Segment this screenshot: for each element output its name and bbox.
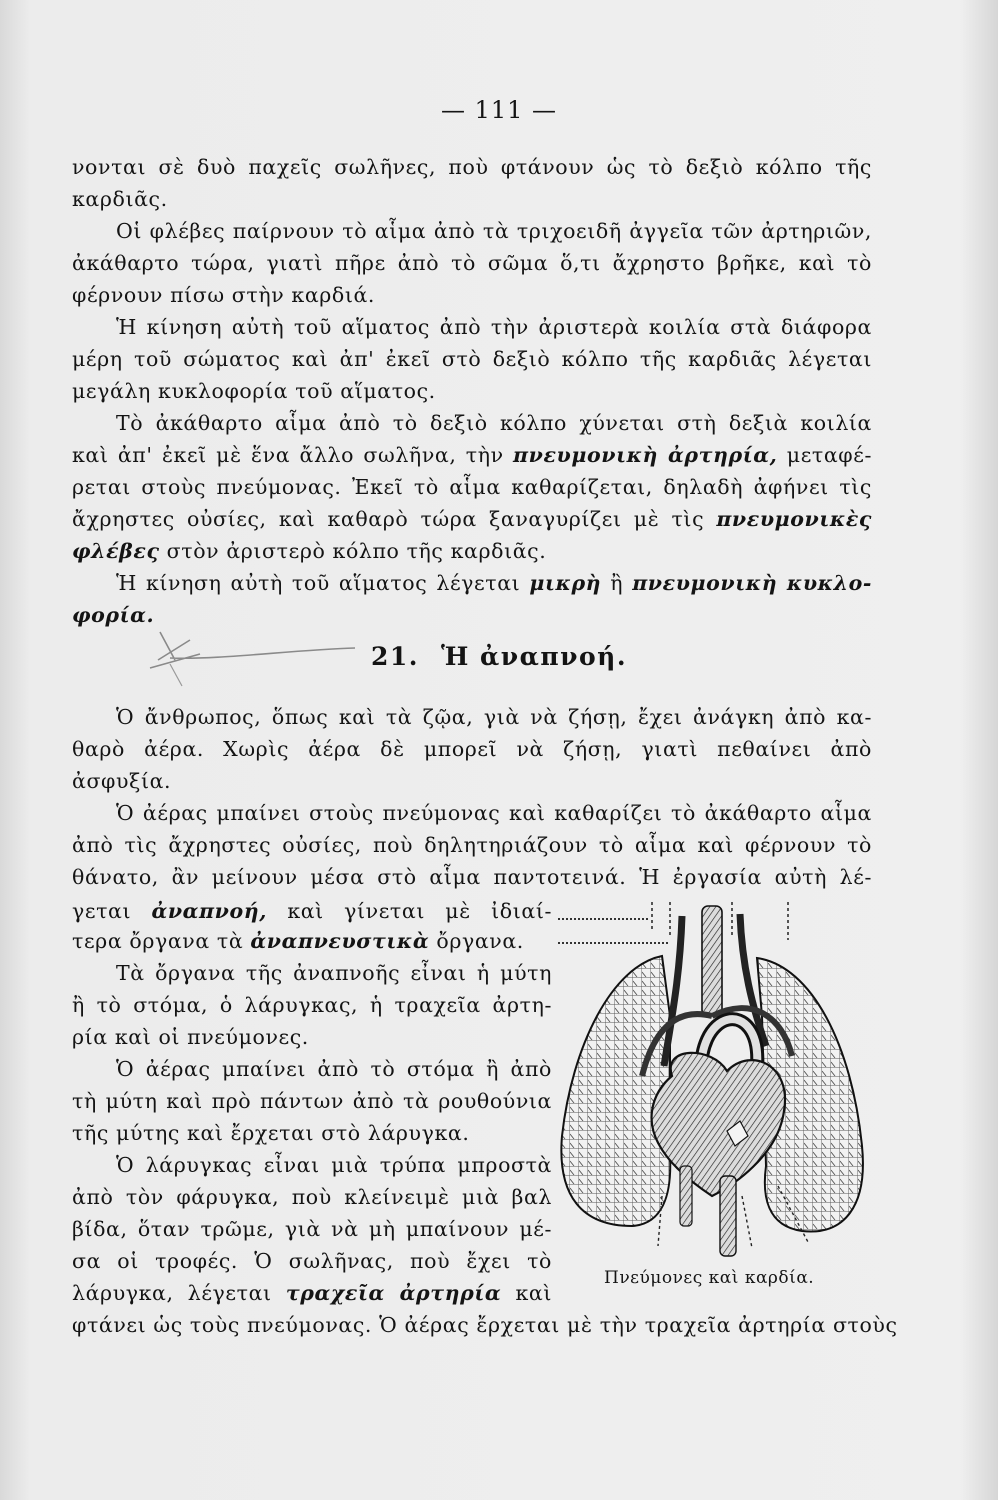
- text-line: Ὁ ἀέρας μπαίνει στοὺς πνεύμονας καὶ καθαρίζει τὸ ἀκάθαρτο αἷμα: [116, 801, 872, 825]
- text-span: ἄχρηστες οὐσίες, καὶ καθαρὸ τώρα ξαναγυρίζει μὲ τὶς: [72, 507, 705, 531]
- text-line: Ὁ ἀέρας μπαίνει ἀπὸ τὸ στόμα ἢ ἀπὸ: [116, 1057, 552, 1081]
- term-circulation: φορία.: [72, 603, 155, 627]
- lungs-heart-illustration: [552, 896, 874, 1266]
- text-line: ἀπὸ τὸν φάρυγκα, ποὺ κλείνειμὲ μιὰ βαλ: [72, 1185, 552, 1209]
- section-heading: [0, 642, 998, 671]
- text-line: [72, 568, 872, 599]
- term-veins: φλέβες: [72, 539, 160, 563]
- text-line: σα οἱ τροφές. Ὁ σωλῆνας, ποὺ ἔχει τὸ: [72, 1249, 552, 1273]
- text-line: μεγάλη κυκλοφορία τοῦ αἵματος.: [72, 379, 436, 403]
- text-line: [72, 504, 872, 535]
- text-line: ἢ τὸ στόμα, ὁ λάρυγκας, ἡ τραχεῖα ἀρτη-: [72, 993, 552, 1017]
- term-pulmonary-veins: πνευμονικὲς: [716, 507, 872, 531]
- text-span: καὶ γίνεται μὲ ἰδιαί-: [287, 899, 552, 923]
- text-line: Ὁ ἄνθρωπος, ὅπως καὶ τὰ ζῷα, γιὰ νὰ ζήσῃ, ἔχει ἀνάγκη ἀπὸ κα-: [116, 705, 872, 729]
- text-span: στὸν ἀριστερὸ κόλπο τῆς καρδιᾶς.: [166, 539, 547, 563]
- text-span: ἢ: [610, 571, 624, 595]
- text-span: καὶ ἀπ' ἐκεῖ μὲ ἕνα ἄλλο σωλῆνα, τὴν: [72, 443, 504, 467]
- text-span: λάρυγκα, λέγεται: [72, 1281, 272, 1305]
- text-span: μεταφέ-: [786, 443, 872, 467]
- text-line: τὴ μύτη καὶ πρὸ πάντων ἀπὸ τὰ ρουθούνια: [72, 1089, 552, 1113]
- text-line: [72, 926, 552, 957]
- text-line: ἀπὸ τὶς ἄχρηστες οὐσίες, ποὺ δηλητηριάζουν τὸ αἷμα καὶ φέρνουν τὸ: [72, 833, 872, 857]
- text-line: βίδα, ὅταν τρῶμε, γιὰ νὰ μὴ μπαίνουν μέ-: [72, 1217, 552, 1241]
- text-line: καρδιᾶς.: [72, 187, 168, 211]
- text-line: φέρνουν πίσω στὴν καρδιά.: [72, 283, 376, 307]
- text-line: [72, 440, 872, 471]
- text-line: ρεται στοὺς πνεύμονας. Ἐκεῖ τὸ αἷμα καθαρίζεται, δηλαδὴ ἀφήνει τὶς: [72, 475, 872, 499]
- text-span: Ἡ κίνηση αὐτὴ τοῦ αἵματος λέγεται: [116, 571, 521, 595]
- term-small: μικρὴ: [529, 571, 602, 595]
- text-line: Τὰ ὄργανα τῆς ἀναπνοῆς εἶναι ἡ μύτη: [116, 961, 552, 985]
- text-line: [72, 896, 552, 927]
- text-line: φτάνει ὡς τοὺς πνεύμονας. Ὁ ἀέρας ἔρχεται μὲ τὴν τραχεῖα ἀρτηρία στοὺς: [72, 1313, 898, 1337]
- text-line: Οἱ φλέβες παίρνουν τὸ αἷμα ἀπὸ τὰ τριχοειδῆ ἀγγεῖα τῶν ἀρτηριῶν,: [116, 219, 872, 243]
- term-respiratory: ἀναπνευστικὰ: [250, 929, 430, 953]
- text-line: τῆς μύτης καὶ ἔρχεται στὸ λάρυγκα.: [72, 1121, 470, 1145]
- section-title: Ἡ ἀναπνοή.: [440, 642, 628, 671]
- text-line: Ἡ κίνηση αὐτὴ τοῦ αἵματος ἀπὸ τὴν ἀριστερὰ κοιλία στὰ διάφορα: [116, 315, 872, 339]
- text-line: [72, 536, 872, 567]
- figure-caption: Πνεύμονες καὶ καρδία.: [604, 1268, 815, 1288]
- text-span: τερα ὄργανα τὰ: [72, 929, 244, 953]
- term-trachea: τραχεῖα ἀρτηρία: [285, 1281, 502, 1305]
- term-breathing: ἀναπνοή,: [151, 899, 267, 923]
- text-line: θάνατο, ἂν μείνουν μέσα στὸ αἷμα παντοτεινά. Ἡ ἐργασία αὐτὴ λέ-: [72, 865, 872, 889]
- text-line: [72, 1278, 552, 1309]
- text-line: ἀσφυξία.: [72, 769, 172, 793]
- text-line: μέρη τοῦ σώματος καὶ ἀπ' ἐκεῖ στὸ δεξιὸ κόλπο τῆς καρδιᾶς λέγεται: [72, 347, 872, 371]
- text-line: ἀκάθαρτο τώρα, γιατὶ πῆρε ἀπὸ τὸ σῶμα ὅ,τι ἄχρηστο βρῆκε, καὶ τὸ: [72, 251, 872, 275]
- term-pulmonary-artery: πνευμονικὴ ἀρτηρία,: [513, 443, 778, 467]
- text-line: Τὸ ἀκάθαρτο αἷμα ἀπὸ τὸ δεξιὸ κόλπο χύνεται στὴ δεξιὰ κοιλία: [116, 411, 872, 435]
- section-number: 21.: [370, 642, 419, 671]
- text-line: Ὁ λάρυγκας εἶναι μιὰ τρύπα μπροστὰ: [116, 1153, 552, 1177]
- text-line: νονται σὲ δυὸ παχεῖς σωλῆνες, ποὺ φτάνουν ὡς τὸ δεξιὸ κόλπο τῆς: [72, 155, 872, 179]
- text-line: ρία καὶ οἱ πνεύμονες.: [72, 1025, 309, 1049]
- text-line: θαρὸ ἀέρα. Χωρὶς ἀέρα δὲ μπορεῖ νὰ ζήσῃ, γιατὶ πεθαίνει ἀπὸ: [72, 737, 872, 761]
- text-span: γεται: [72, 899, 132, 923]
- text-span: ὄργανα.: [436, 929, 524, 953]
- page-number: — 111 —: [440, 96, 558, 124]
- term-pulmonary-circulation: πνευμονικὴ κυκλο-: [632, 571, 872, 595]
- text-span: καὶ: [515, 1281, 552, 1305]
